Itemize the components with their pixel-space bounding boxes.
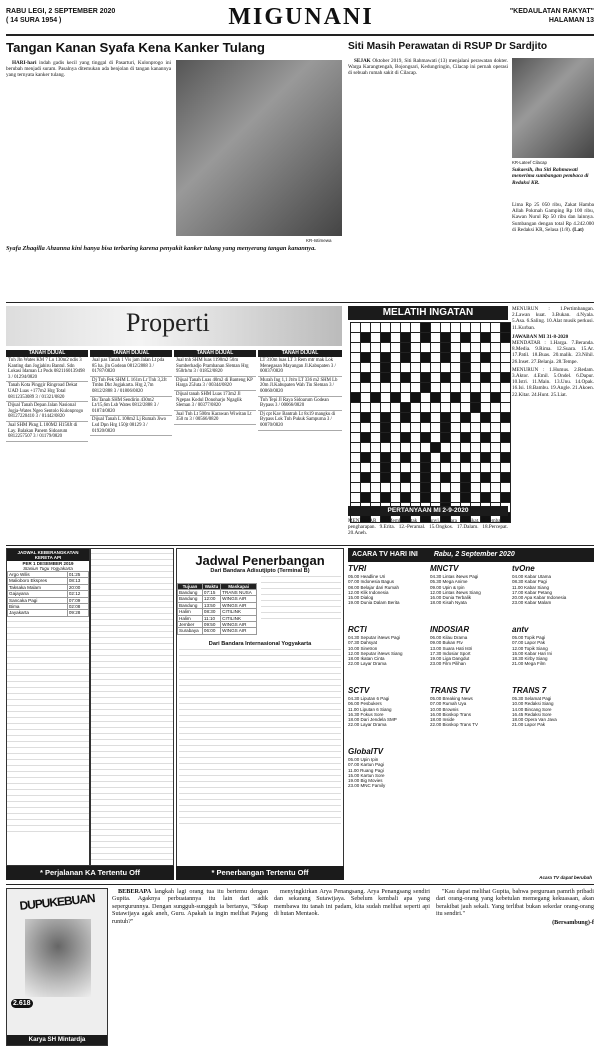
tv-channel-logo: INDOSIAR <box>430 625 470 634</box>
tv-show: 20.00 Apa Kabar Indonesia <box>512 595 567 601</box>
story-siti-headline: Siti Masih Perawatan di RSUP Dr Sardjito <box>348 41 548 52</box>
story-siti-lead: Oktober 2019, Siti Rahmawati (13) menjalani perawatan dokter. Warga Karangtengah, Bojongsari, Kedungringin, Cilacap ini pernah operasi di sebuah rumah sakit di Cilacap. <box>348 58 508 77</box>
tts-section <box>348 306 594 542</box>
story-siti-donors-text: Lima Rp 25 050 ribu, Zakat Hamba Allah Pokmah Gamping Rp 100 ribu, Kawan Nurul Rp 50 ribu dan lainnya. <box>512 202 594 221</box>
kereta-table-filler <box>7 617 89 837</box>
tv-show: 04.30 Lintas iNews Pagi <box>430 574 479 579</box>
kereta-train: Jayakarta <box>8 610 68 616</box>
cartoon-number: 2.618 <box>13 1000 31 1007</box>
story-siti-photo <box>512 58 594 158</box>
properti-col-3-header: TANAH DIJUAL <box>258 350 342 357</box>
tv-show: 06.00 Kilau Drama <box>430 635 468 640</box>
kereta-section-b <box>90 548 174 866</box>
tv-show: 23.00 Kabar Malam <box>512 600 552 606</box>
tv-show: 22.00 Layar Drama <box>348 661 387 667</box>
pesawat-table <box>177 583 257 635</box>
properti-col-2 <box>174 350 256 425</box>
tts-questions-title: PERTANYAAN MI 2-9-2020 <box>348 506 508 516</box>
pesawat-cell: Bandung <box>178 602 203 608</box>
tv-show: 05.00 Topik Pagi <box>512 635 546 640</box>
tv-header <box>348 548 594 562</box>
story-siti-caption: Sukaesih, ibu Siti Rahmawati menerima sumbangan pembaca di Redaksi KR. <box>512 167 589 186</box>
pesawat-subtitle: Dari Bandara Adisutjipto (Terminal B) <box>210 568 310 574</box>
cartoon-credit: Karya SH Mintardja <box>7 1035 107 1045</box>
tv-show: 10.00 Redaksi Siang <box>512 701 554 707</box>
tv-channel-logo: MNCTV <box>430 564 459 573</box>
tts-menurun: MENURUN : 1.Pertimbangan. 2.Lawan kuat. 3.Bukan. 4.Nyala. 5.Asa. 6.Saling. 10.Alat musik perkusi. 11.Kurban. <box>512 306 594 331</box>
pesawat-cell: Bandung <box>178 590 203 596</box>
kereta-table <box>7 571 89 617</box>
tv-show: 23.00 Film Pilihan <box>430 661 466 667</box>
properti-ad: Jual SHM Pkng L 100M2 H150Jt di Lay. Balakan Panem Sidoarum 0812257507 3 / 01179/0820 <box>6 422 88 442</box>
tv-show: 18.00 Dari Jendela SMP <box>348 717 397 723</box>
tv-show: 04.00 Kabar Utama <box>512 574 552 579</box>
tv-show: 15.00 Kartun Sore <box>348 772 385 778</box>
masthead-page: HALAMAN 13 <box>548 17 594 24</box>
properti-title: Properti <box>126 308 210 337</box>
cartoon-title: DUPUKEBUAN <box>18 891 96 913</box>
tv-channel <box>512 625 592 684</box>
masthead-rule <box>6 34 594 36</box>
properti-ad: Jual pas Tanah 1 Vis jam Jalan Lt pda 85 ha. jln Godean 0812/2888 3 / 01787/0820 <box>90 357 172 377</box>
kereta-station: Stasiun Tugu Yogyakarta <box>23 566 73 571</box>
tv-channel <box>512 564 592 623</box>
pesawat-table-c <box>179 649 341 829</box>
pesawat-cell: WINGS AIR <box>221 602 257 608</box>
properti-col-2-header: TANAH DIJUAL <box>174 350 256 357</box>
tv-channel <box>348 625 428 684</box>
kereta-time: 01:25 <box>67 572 88 578</box>
pesawat-banner: * Penerbangan Tertentu Off <box>176 866 344 880</box>
tv-show: 19.00 Big Movies <box>348 778 383 784</box>
properti-ad: Tnh Jln Wates KM 7 Lu 130m2 ndis 3 Kanting dan Jogjahiru Bantul. Sdn Lokasi Idaman Lt Pnds 0821160139498 3 / 01294/0820 <box>6 357 88 382</box>
tv-show: 18.00 Opera Van Java <box>512 717 557 723</box>
kereta-train: Sancaka Pagi <box>8 597 68 603</box>
kereta-train: Malioboro Ekspres <box>8 578 68 584</box>
tv-show: 21.00 Mega Film <box>512 661 546 667</box>
tts-answers <box>512 306 594 542</box>
serial-ending: (Bersambung)-f <box>552 918 594 926</box>
tv-show: 21.00 Lapor Pak <box>512 722 546 728</box>
serial-col-2 <box>274 888 430 1044</box>
tts-mendatar: MENDATAR : 1.Membuat tak berbunyi. 7.Cara memikat. 8.Tembakan pengharapan. 9.Erita. 12.-Peramal. 15.Ongkos. 17.Dalam. 18.Percepat. 20.Aneh. <box>348 518 508 537</box>
properti-ad: Dijual Tanah Depan Jalan Nasional Jogja-Wates Ngeo Sentolo Kulonprogo 08127220410 3 / 01442/0820 <box>6 402 88 422</box>
serial-text-3: "Kau dapat melihat Gupita, bahwa perguruan pamrih pribadi dari orang-orang yang kebetulan memegang kekuasaan, akan berakibat jauh sekali. Yang terlibat bukan sekedar orang-orang itu sendiri." <box>436 888 594 918</box>
tv-channel-logo: SCTV <box>348 686 370 695</box>
kereta-train: Argo Wilis <box>8 572 68 578</box>
tv-show: 14.00 Bincang Sore <box>512 706 552 712</box>
properti-ad: Dj Tnh Pek SHM L 161m Lr Tnh 3,2Jt Tmbn Dkt Jogjakarta. Hrg 2,7m 0812/2888 3 / 01806/0820 <box>90 377 172 397</box>
tv-channel-logo: tvOne <box>512 564 535 573</box>
serial-text-2: menyingkirkan Arya Penangsang. Arya Penangsang sendiri dan sekarang Sutawijaya. Sebelum kembali apa yang membawa itu tanah ini padam, kita sudah melihat seperti api di hutan Mentaok. <box>274 888 430 918</box>
story-syafa-photo-credit: KR-Istimewa <box>306 238 332 243</box>
story-syafa-photo <box>176 60 342 236</box>
kereta-subtitle: PER 1 DESEMBER 2019 <box>22 561 74 566</box>
properti-ad: Jual Tnh Lt 500m Karawan Wiwitan Lt 350 m 3 / 00566/0820 <box>174 411 256 425</box>
tv-show: 09.00 Upin & Ipin <box>430 584 465 590</box>
tv-channel-logo: TVRI <box>348 564 367 573</box>
tv-channel-logo: antv <box>512 625 529 634</box>
pesawat-cell: CITILINK <box>221 615 257 621</box>
pesawat-cell: CITILINK <box>221 609 257 615</box>
properti-ad: Dijual Tanah Luas 40m2 di Banteng KP Harga 25Juta 3 / 00344/0820 <box>174 377 256 391</box>
story-siti-kicker: SEJAK <box>354 58 371 64</box>
tv-show: 19.00 Dunia Dalam Berita <box>348 600 400 606</box>
pesawat-cell: TRANS NUSA <box>221 590 257 596</box>
cartoon-illustration <box>25 919 91 997</box>
tv-show: 09.00 Bukan Ftv <box>430 640 463 646</box>
story-siti-signature: (Lat) <box>572 226 584 233</box>
serial-kicker: BEBERAPA <box>118 888 152 895</box>
tv-channel <box>348 564 428 623</box>
tv-show: 05.00 Breaking News <box>430 696 473 701</box>
kereta-time: 08:13 <box>67 578 88 584</box>
tv-show: 16.00 Bioskop Trans <box>430 711 472 717</box>
pesawat-header: Waktu <box>202 583 220 589</box>
tv-channel-logo: TRANS TV <box>430 686 470 695</box>
properti-col-1 <box>90 350 172 436</box>
tv-show: 07.30 Dahsyat <box>348 640 378 646</box>
properti-ad: Tanah Kota Pinggir Ringroad Dekat UAD Luas +177m2 Hrg Total 08112353089 3 / 01321/0820 <box>6 382 88 402</box>
tv-show: 15.00 Dialog <box>348 595 374 601</box>
properti-col-0 <box>6 350 88 442</box>
tv-channel <box>430 564 510 623</box>
section-rule-2 <box>6 545 594 546</box>
properti-ad: Jual tnh SHM luas 1190m2 50m Sumberhadjo Prambanan Sleman Hrg 950rb/m 3 / 01852/0820 <box>174 357 256 377</box>
tv-show: 16.00 Dunia Terbalik <box>430 595 471 601</box>
kereta-train: Bima <box>8 604 68 610</box>
tv-show: 16.30 Fokus Sore <box>348 711 384 717</box>
tv-show: 05.00 Upin Ipin <box>348 757 379 762</box>
pesawat-cell: 12:00 <box>202 596 220 602</box>
tts-jawaban: MENDATAR : 1.Harga. 7.Beranda. 8.Media. 9.Rima. 12.Suara. 15.Ar. 17.Patil. 18.Buas. 20.malik. 23.Nihil. 26.Inset. 27.Belanja. 28.Tempe. <box>512 340 594 365</box>
tv-show: 15.00 Kabar Hari Ini <box>512 650 553 656</box>
tv-channel <box>430 625 510 684</box>
serial-col-1 <box>112 888 268 1044</box>
tv-channel-logo: TRANS 7 <box>512 686 547 695</box>
properti-ad: Bu Tanah SHM Sendirin 430m2 Lt/15,6m Lsb Wates 0812/2888 3 / 01874/0820 <box>90 397 172 417</box>
tv-show: 10.00 Brownis <box>430 706 459 712</box>
tv-show: 18.00 Kisah Nyata <box>430 600 467 606</box>
tts-grid <box>350 322 511 523</box>
pesawat-cell: WINGS AIR <box>221 628 257 634</box>
tts-jawaban-title: JAWABAN MI 31-8-2020 <box>512 333 569 340</box>
tv-channel-logo: GlobalTV <box>348 747 384 756</box>
tv-channel <box>348 747 428 806</box>
story-syafa <box>6 40 342 298</box>
tv-show: 07.00 Lapor Pak <box>512 640 546 646</box>
story-syafa-headline: Tangan Kanan Syafa Kena Kanker Tulang <box>6 40 265 55</box>
kereta-banner: * Perjalanan KA Tertentu Off <box>6 866 174 880</box>
tv-show: 07.00 Kartun Pagi <box>348 762 385 768</box>
tv-show: 05.00 Headline Uri <box>348 574 386 579</box>
pesawat-cell: 13:50 <box>202 602 220 608</box>
story-siti-body <box>348 58 508 294</box>
tv-show: 10.00 Sinetron <box>348 645 378 651</box>
tv-channel-logo: RCTI <box>348 625 367 634</box>
properti-section <box>6 306 342 542</box>
properti-col-1-header: TANAH DIJUAL <box>90 350 172 357</box>
tv-section <box>348 548 594 880</box>
tv-show: 05.30 Mega Anime <box>430 579 468 585</box>
kereta-time: 02:12 <box>67 591 88 597</box>
tv-note: Acara TV dapat berubah <box>539 875 592 880</box>
properti-col-0-header: TANAH DIJUAL <box>6 350 88 357</box>
kereta-time: 07:09 <box>67 597 88 603</box>
tv-show: 12.00 Seputar iNews Siang <box>348 650 403 656</box>
masthead <box>6 4 594 36</box>
pesawat-cell: 09:50 <box>202 622 220 628</box>
serial-col-3 <box>436 888 594 1044</box>
pesawat-cell: WINGS AIR <box>221 596 257 602</box>
tv-show: 08.00 Belajar dari Rumah <box>348 584 400 590</box>
masthead-tagline: "KEDAULATAN RAKYAT" <box>509 8 594 15</box>
tv-show: 05.30 Selamat Pagi <box>512 696 552 701</box>
tv-show: 17.30 Indosiar Sport <box>430 650 471 656</box>
story-siti-donors <box>512 202 594 233</box>
properti-banner <box>6 306 342 346</box>
tv-show: 18.30 Kirby Siang <box>512 656 548 662</box>
pesawat-cell: 11:10 <box>202 615 220 621</box>
tv-show: 22.00 Layar Drama <box>348 722 387 728</box>
tv-show: 17.00 Kabar Petang <box>512 589 553 595</box>
tv-show: 11.00 Liputan 6 Siang <box>348 706 392 712</box>
pesawat-subtitle-2: Dari Bandara Internasional Yogyakarta <box>208 640 312 647</box>
properti-ad: Tnh Tepi Jl Raya Sidoarum Godean Bypass 3 / 00066/0820 <box>258 397 342 411</box>
section-rule-1 <box>6 302 594 303</box>
pesawat-table-b <box>261 576 341 624</box>
masthead-date: RABU LEGI, 2 SEPTEMBER 2020 <box>6 8 116 15</box>
story-syafa-kicker: HARI-hari <box>12 60 37 66</box>
pesawat-header: Tujuan <box>178 583 203 589</box>
tv-channel <box>512 686 592 745</box>
tv-grid <box>348 564 594 870</box>
kereta-time: 09:28 <box>67 610 88 616</box>
kereta-time: 02:08 <box>67 604 88 610</box>
table-row <box>178 628 257 634</box>
tv-show: 12.00 Topik Siang <box>512 645 548 651</box>
tv-show: 18.00 Ikatan Cinta <box>348 656 385 662</box>
pesawat-cell: Bandung <box>178 596 203 602</box>
properti-ad: Dijual tanah SHM Luas 173m2 Jl Ngepas Kodul Donoharjo Ngaglik Sleman 3 / 00377/0820 <box>174 391 256 411</box>
tv-show: 19.00 Liga Dangdut <box>430 656 470 662</box>
kereta-title: JADWAL KEBERANGKATAN KERETA API <box>7 549 89 561</box>
table-row <box>8 610 89 616</box>
pesawat-cell: WINGS AIR <box>221 622 257 628</box>
pesawat-cell: 06:00 <box>202 628 220 634</box>
tv-show: 08.30 Kabar Pagi <box>512 579 547 585</box>
masthead-edition: ( 14 SURA 1954 ) <box>6 17 62 24</box>
properti-ad: Dijual Tanah L 108m2 Lj Rumah Jiwo Lsd Dpn Hrg 150jt 08129 3 / 01920/0820 <box>90 416 172 436</box>
story-syafa-lead: indah gadis kecil yang tinggal di Pasarturi, Kulonprogo ini berubah menjadi suram. Pasalnya ditemukan ada benjolan di tangan kanannya yang ternyata kanker tulang. <box>6 60 171 79</box>
story-siti-total: Sumbangan dengan total Rp 4.242.000 di Redaksi KR, Selasa (1/8). <box>512 220 594 233</box>
section-rule-3 <box>6 884 594 885</box>
kereta-train: Gajayana <box>8 591 68 597</box>
tts-title: MELATIH INGATAN <box>348 306 508 320</box>
pesawat-section <box>176 548 344 868</box>
properti-columns <box>6 350 342 540</box>
pesawat-cell: 08:30 <box>202 609 220 615</box>
properti-ad: Dj cpt Kav Bantrah Lt 8x19 mangku di Bypass Lok Tnh Pukuk Sampurna 3 / 00070/0820 <box>258 411 342 431</box>
pesawat-cell: 07:15 <box>202 590 220 596</box>
tv-channel <box>348 686 428 745</box>
tv-show: 18.00 Inside <box>430 717 455 723</box>
story-siti-photo-credit: KR-Lateef Cilacap <box>512 160 547 165</box>
properti-ad: LT 310m luas LT 3 Rem mtr mak Lok Menegasan Mayangan Jl.Kabupaten 3 / 00037/0820 <box>258 357 342 377</box>
pesawat-cell: Jember <box>178 622 203 628</box>
tv-show: 11.00 Ruang Pagi <box>348 767 384 773</box>
tv-show: 22.00 Bioskop Trans TV <box>430 722 478 728</box>
tv-show: 12.00 Lintas iNews Siang <box>430 589 481 595</box>
tv-date: Rabu, 2 September 2020 <box>433 551 515 558</box>
tv-show: 06.00 Pesbukers <box>348 701 382 707</box>
properti-ad: Murah Ing 1,1 Jt/m LT 336 m2 SHM Lb 20m Jl.Kabupaten Wah Tin Sleman 3 / 00060/0820 <box>258 377 342 397</box>
pesawat-cell: Halim <box>178 615 203 621</box>
masthead-section: MIGUNANI <box>228 4 374 30</box>
tv-show: 13.00 Suara Hati Istri <box>430 645 473 651</box>
story-syafa-caption: Syafa Zhaqilla Ahzanna kini hanya bisa terbaring karena penyakit kanker tulang yang menyerang tangan kanannya. <box>6 245 316 252</box>
story-syafa-body <box>6 60 171 210</box>
kereta-time: 20:00 <box>67 584 88 590</box>
tv-show: 07.00 Rumah Uya <box>430 701 467 707</box>
serial-text-1: langkah lagi orang tua itu bertemu dengan Gupita. Agaknya perbuatannya itu lain dari adik sepergurunnya. Dengan sungguh-sungguh ia bertanya, "Sikap Sutawijaya agak aneh, Guru. Apakah ia ingin melihat Pajang runtuh?" <box>112 888 268 925</box>
tv-show: 23.00 MNC Family <box>348 783 386 789</box>
tts-jawaban-2: MENURUN : 1.Humus. 2.Redam. 3.Aktor. 4.Emil. 5.Ondel. 6.Dapur. 10.Istri. 11.Main. 13.Unu. 14.Opak. 16.Isi. 18.Bambu. 19.Angle. 21.Akoen. 22.Kitar. 24.Hunt. 25.Liat. <box>512 366 594 398</box>
tv-show: 04.30 Seputar iNews Pagi <box>348 635 401 640</box>
story-siti <box>348 40 594 298</box>
tv-title: ACARA TV HARI INI <box>352 551 418 558</box>
pesawat-cell: Halim <box>178 609 203 615</box>
pesawat-cell: Surabaya <box>178 628 203 634</box>
properti-col-3 <box>258 350 342 431</box>
pesawat-header: Maskapai <box>221 583 257 589</box>
tv-show: 07.00 Indonesia Bagus <box>348 579 395 585</box>
kereta-section <box>6 548 90 866</box>
tv-channel <box>430 686 510 745</box>
tv-show: 04.30 Liputan 6 Pagi <box>348 696 390 701</box>
kereta-train: Taksaka Malam <box>8 584 68 590</box>
tv-show: 11.00 Kabar Siang <box>512 584 549 590</box>
tv-show: 12.00 Klik Indonesia <box>348 589 389 595</box>
cartoon-box <box>6 888 108 1046</box>
tv-show: 16.45 Redaksi Sore <box>512 711 552 717</box>
pesawat-title: Jadwal Penerbangan <box>195 553 325 568</box>
